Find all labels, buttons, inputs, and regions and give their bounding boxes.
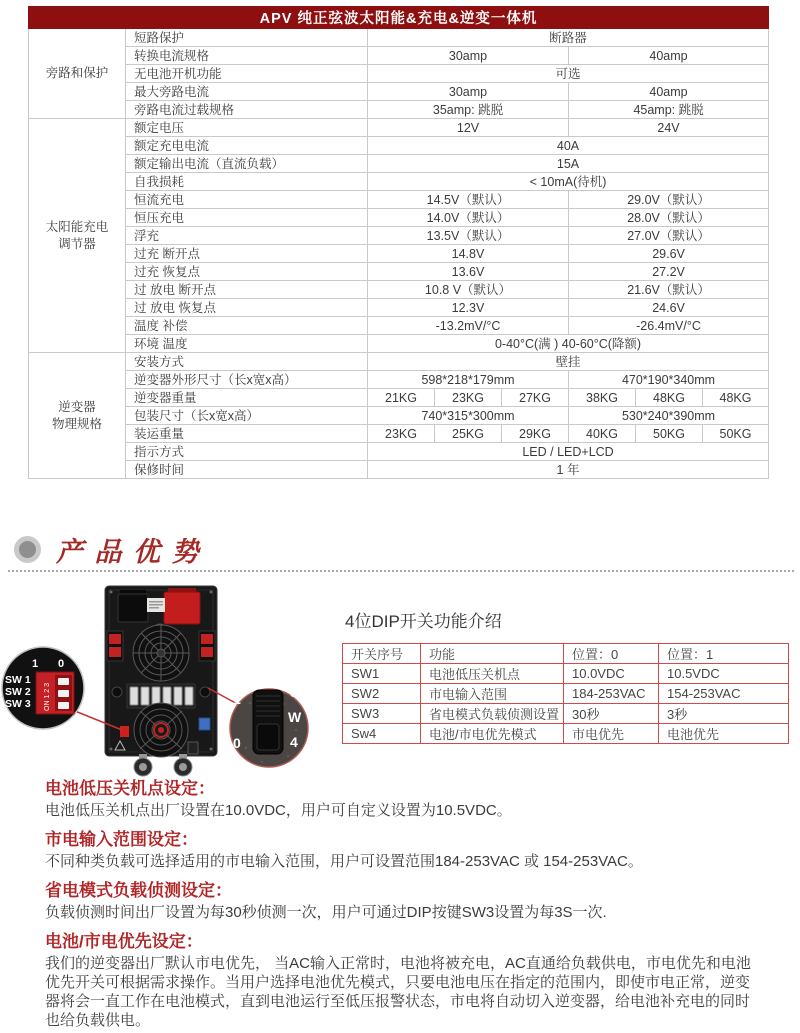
fan-grille-bottom (134, 703, 188, 757)
spec-value: 30amp (368, 47, 569, 65)
fan-grille-top (133, 625, 189, 681)
spec-row (29, 137, 769, 155)
spec-value: 598*218*179mm (368, 371, 569, 389)
spec-attr-label: 安装方式 (126, 353, 368, 371)
black-connector (118, 594, 148, 622)
spec-attr-label: 额定电压 (126, 119, 368, 137)
spec-value: 10.8 V（默认） (368, 281, 569, 299)
spec-value: 50KG (636, 425, 703, 443)
device-illustration (105, 586, 217, 776)
spec-value: 23KG (435, 389, 502, 407)
spec-attr-label: 浮充 (126, 227, 368, 245)
spec-attr-label: 无电池开机功能 (126, 65, 368, 83)
spec-row (29, 461, 769, 479)
dip-title: 4位DIP开关功能介绍 (345, 612, 502, 631)
spec-row (29, 299, 769, 317)
spec-value: 27.0V（默认） (569, 227, 769, 245)
spec-value: LED / LED+LCD (368, 443, 769, 461)
spec-row (29, 101, 769, 119)
dip-pos-1-label: 1 (32, 658, 39, 670)
spec-attr-label: 逆变器重量 (126, 389, 368, 407)
blue-connector (199, 718, 210, 730)
dip-cell: 10.0VDC (564, 664, 659, 684)
spec-value: 1 年 (368, 461, 769, 479)
spec-attr-label: 包装尺寸（长x宽x高） (126, 407, 368, 425)
section-header (14, 530, 201, 569)
advantage-heading: 市电输入范围设定： (45, 830, 198, 849)
spec-group-label: 旁路和保护 (29, 29, 126, 119)
spec-value: 可选 (368, 65, 769, 83)
spec-row (29, 65, 769, 83)
spec-value: 21KG (368, 389, 435, 407)
spec-attr-label: 额定充电电流 (126, 137, 368, 155)
dip-cell: 电池/市电优先模式 (421, 724, 564, 744)
spec-value: 48KG (636, 389, 703, 407)
spec-row (29, 83, 769, 101)
spec-value: 13.5V（默认） (368, 227, 569, 245)
spec-attr-label: 额定输出电流（直流负载） (126, 155, 368, 173)
sw1-label: SW 1 (5, 674, 31, 686)
dip-cell: SW1 (343, 664, 421, 684)
dip-row (343, 684, 789, 704)
dip-cell: 电池优先 (659, 724, 789, 744)
spec-group-label: 逆变器 物理规格 (29, 353, 126, 479)
spec-attr-label: 过 放电 恢复点 (126, 299, 368, 317)
spec-attr-label: 过充 断开点 (126, 245, 368, 263)
spec-row (29, 155, 769, 173)
spec-value: 27KG (502, 389, 569, 407)
sw2-label: SW 2 (5, 686, 31, 698)
dip-cell: 184-253VAC (564, 684, 659, 704)
dip-table (342, 643, 789, 744)
spec-value: 25KG (435, 425, 502, 443)
spec-value: 40amp (569, 83, 769, 101)
sw4-pos-0-label: 0 (233, 735, 241, 751)
dip-block-text: ON 1 2 3 (44, 682, 51, 711)
dip-cell: SW3 (343, 704, 421, 724)
spec-value: 27.2V (569, 263, 769, 281)
spec-value: 13.6V (368, 263, 569, 281)
spec-row (29, 263, 769, 281)
spec-attr-label: 短路保护 (126, 29, 368, 47)
spec-value: 断路器 (368, 29, 769, 47)
dip-row (343, 704, 789, 724)
spec-row (29, 29, 769, 47)
spec-row (29, 245, 769, 263)
sw4-letter-s: S (290, 684, 300, 700)
dip-cell: 市电优先 (564, 724, 659, 744)
spec-banner-row (29, 7, 769, 29)
dip-header-cell: 开关序号 (343, 644, 421, 664)
advantage-heading: 电池/市电优先设定： (45, 932, 203, 951)
spec-attr-label: 恒压充电 (126, 209, 368, 227)
spec-row (29, 425, 769, 443)
spec-value: 14.0V（默认） (368, 209, 569, 227)
spec-row (29, 443, 769, 461)
section-title: 产 品 优 势 (56, 537, 201, 567)
spec-attr-label: 最大旁路电流 (126, 83, 368, 101)
spec-value: 40amp (569, 47, 769, 65)
spec-value: 0-40°C(满 ) 40-60°C(降额) (368, 335, 769, 353)
dotted-divider (8, 570, 794, 572)
spec-row (29, 173, 769, 191)
spec-attr-label: 装运重量 (126, 425, 368, 443)
spec-value: 23KG (368, 425, 435, 443)
sw3-label: SW 3 (5, 698, 31, 710)
spec-value: 30amp (368, 83, 569, 101)
advantage-paragraph: 负载侦测时间出厂设置为每30秒侦测一次，用户可通过DIP按键SW3设置为每3S一次. (45, 904, 607, 921)
product-photo (0, 578, 340, 783)
spec-row (29, 317, 769, 335)
spec-row (29, 335, 769, 353)
spec-attr-label: 恒流充电 (126, 191, 368, 209)
spec-row (29, 371, 769, 389)
dip-header-cell: 位置：1 (659, 644, 789, 664)
spec-attr-label: 旁路电流过载规格 (126, 101, 368, 119)
sw4-digit-4: 4 (290, 734, 298, 750)
red-connector (164, 592, 200, 624)
sw4-letter-w: W (288, 709, 302, 725)
spec-value: 29.6V (569, 245, 769, 263)
bullet-icon (14, 536, 41, 563)
spec-value: 12V (368, 119, 569, 137)
spec-value: 40KG (569, 425, 636, 443)
dip-header-cell: 功能 (421, 644, 564, 664)
spec-row (29, 407, 769, 425)
spec-table-body (29, 29, 769, 479)
spec-attr-label: 过充 恢复点 (126, 263, 368, 281)
dip-cell: 省电模式负载侦测设置 (421, 704, 564, 724)
dip-table-body (343, 664, 789, 744)
spec-value: 45amp: 跳脱 (569, 101, 769, 119)
dip-header-row (343, 644, 789, 664)
spec-attr-label: 温度 补偿 (126, 317, 368, 335)
advantage-sections (45, 778, 759, 1033)
spec-value: -26.4mV/°C (569, 317, 769, 335)
spec-table (28, 6, 769, 479)
spec-value: 40A (368, 137, 769, 155)
dip-cell: 市电输入范围 (421, 684, 564, 704)
advantage-paragraph: 电池低压关机点出厂设置在10.0VDC，用户可自定义设置为10.5VDC。 (45, 802, 512, 819)
knob-left (112, 687, 122, 697)
dip-cell: Sw4 (343, 724, 421, 744)
spec-row (29, 119, 769, 137)
spec-attr-label: 保修时间 (126, 461, 368, 479)
spec-attr-label: 过 放电 断开点 (126, 281, 368, 299)
advantage-paragraph: 我们的逆变器出厂默认市电优先， 当AC输入正常时，电池将被充电，AC直通给负载供电，市电优先和电池优先开关可根据需求操作。当用户选择电池优先模式，只要电池电压在指定的范围内，即使市电正常，逆变器将会一直工作在电池模式，直到电池运行至低压报警状态，市电将自动切入逆变器，给电池补充电的同时也给负载供电。 (45, 955, 751, 1029)
spec-value: 14.8V (368, 245, 569, 263)
spec-attr-label: 逆变器外形尺寸（长x宽x高） (126, 371, 368, 389)
spec-value: 12.3V (368, 299, 569, 317)
spec-value: 壁挂 (368, 353, 769, 371)
spec-row (29, 353, 769, 371)
dip-cell: 10.5VDC (659, 664, 789, 684)
dip-cell: SW2 (343, 684, 421, 704)
spec-value: 21.6V（默认） (569, 281, 769, 299)
spec-value: 48KG (703, 389, 769, 407)
advantage-paragraph: 不同种类负载可选择适用的市电输入范围，用户可设置范围184-253VAC 或 154-253VAC。 (45, 853, 643, 870)
spec-value: < 10mA(待机) (368, 173, 769, 191)
dip-pos-0-label: 0 (58, 658, 65, 670)
sw4-switch-callout (230, 684, 308, 767)
spec-value: 29.0V（默认） (569, 191, 769, 209)
spec-value: 15A (368, 155, 769, 173)
sw4-pos-1-label: 1 (233, 691, 241, 707)
dip-cell: 3秒 (659, 704, 789, 724)
dip-cell: 电池低压关机点 (421, 664, 564, 684)
dip-switch-on-device (120, 726, 129, 737)
spec-attr-label: 自我损耗 (126, 173, 368, 191)
dip-cell: 30秒 (564, 704, 659, 724)
spec-value: 35amp: 跳脱 (368, 101, 569, 119)
spec-row (29, 191, 769, 209)
spec-value: 530*240*390mm (569, 407, 769, 425)
spec-row (29, 389, 769, 407)
dip-switch-callout (2, 647, 84, 729)
spec-row (29, 281, 769, 299)
spec-value: 29KG (502, 425, 569, 443)
spec-value: 14.5V（默认） (368, 191, 569, 209)
spec-attr-label: 环境 温度 (126, 335, 368, 353)
spec-row (29, 47, 769, 65)
spec-value: 28.0V（默认） (569, 209, 769, 227)
advantage-heading: 电池低压关机点设定： (45, 779, 215, 798)
advantage-heading: 省电模式负载侦测设定： (45, 881, 232, 900)
spec-row (29, 227, 769, 245)
spec-value: 38KG (569, 389, 636, 407)
dip-cell: 154-253VAC (659, 684, 789, 704)
spec-attr-label: 指示方式 (126, 443, 368, 461)
spec-row (29, 209, 769, 227)
spec-value: 50KG (703, 425, 769, 443)
spec-group-label: 太阳能充电 调节器 (29, 119, 126, 353)
spec-value: -13.2mV/°C (368, 317, 569, 335)
dip-row (343, 664, 789, 684)
dip-header-cell: 位置：0 (564, 644, 659, 664)
spec-value: 740*315*300mm (368, 407, 569, 425)
spec-value: 24.6V (569, 299, 769, 317)
spec-attr-label: 转换电流规格 (126, 47, 368, 65)
spec-value: 470*190*340mm (569, 371, 769, 389)
spec-value: 24V (569, 119, 769, 137)
dip-row (343, 724, 789, 744)
spec-table-title: APV 纯正弦波太阳能&充电&逆变一体机 (29, 7, 769, 29)
